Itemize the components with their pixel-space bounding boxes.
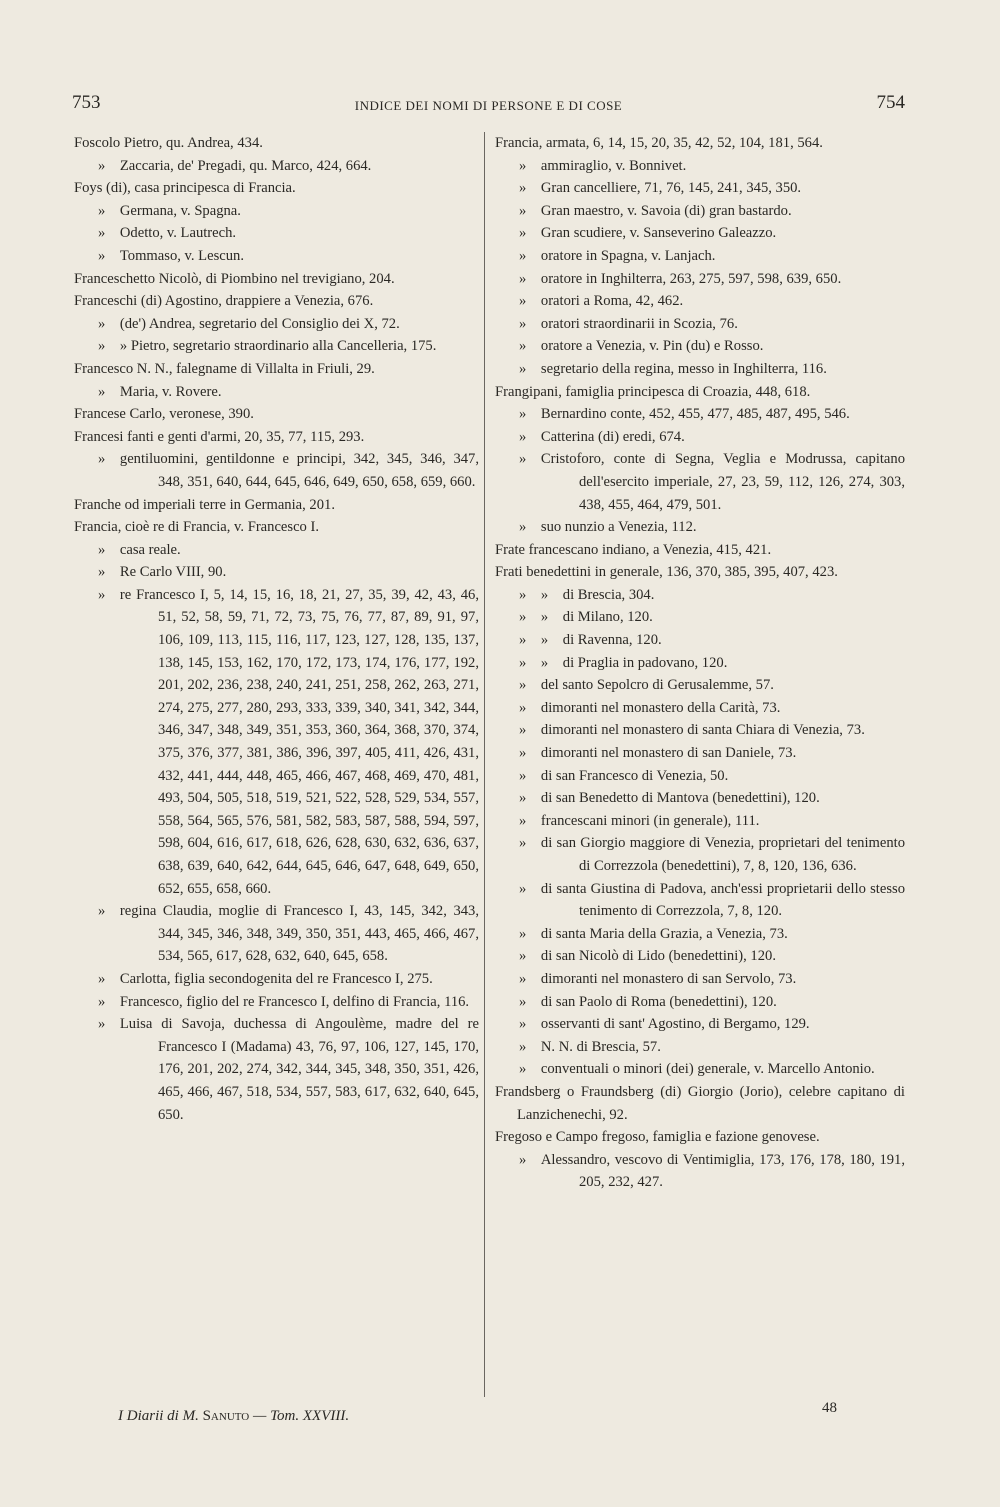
index-entry: » » di Ravenna, 120. [519, 632, 662, 649]
index-entry: » Germana, v. Spagna. [98, 202, 241, 219]
page-number-left: 753 [72, 92, 101, 113]
index-entry: » di santa Giustina di Padova, anch'essi proprietarii dello stesso tenimento di Correzzola, 7, 8, 120. [519, 880, 905, 920]
index-entry: » Carlotta, figlia secondogenita del re Francesco I, 275. [98, 970, 433, 987]
index-entry: » Maria, v. Rovere. [98, 383, 222, 400]
index-entry: » Tommaso, v. Lescun. [98, 247, 244, 264]
index-entry: » francescani minori (in generale), 111. [519, 812, 760, 829]
index-entry: » suo nunzio a Venezia, 112. [519, 519, 697, 536]
index-entry: Foscolo Pietro, qu. Andrea, 434. [74, 135, 263, 151]
index-entry: » regina Claudia, moglie di Francesco I, 43, 145, 342, 343, 344, 345, 346, 348, 349, 350, 351, 443, 465, 466, 467, 534, 565, 617, 628, 632, 640, 645, 658. [98, 903, 479, 965]
index-entry: Francesco N. N., falegname di Villalta in Friuli, 29. [74, 360, 375, 377]
index-entry: » di san Benedetto di Mantova (benedettini), 120. [519, 790, 820, 807]
index-entry: » » di Praglia in padovano, 120. [519, 654, 728, 671]
index-entry: » di san Francesco di Venezia, 50. [519, 767, 729, 784]
index-entry: » Gran cancelliere, 71, 76, 145, 241, 345, 350. [519, 180, 802, 197]
page-title: INDICE DEI NOMI DI PERSONE E DI COSE [354, 98, 623, 113]
footer-signature: 48 [822, 1400, 837, 1416]
index-entry: » Gran maestro, v. Savoia (di) gran bastardo. [519, 202, 792, 219]
index-entry: » oratore a Venezia, v. Pin (du) e Rosso. [519, 338, 764, 355]
index-entry: » osservanti di sant' Agostino, di Bergamo, 129. [519, 1016, 810, 1033]
index-entry: Frate francescano indiano, a Venezia, 415, 421. [495, 541, 772, 558]
index-entry: » re Francesco I, 5, 14, 15, 16, 18, 21, 27, 35, 39, 42, 43, 46, 51, 52, 58, 59, 71, 72, 73, 75, 76, 77, 87, 89, 91, 97, 106, 109, 113, 115, 116, 117, 123, 127, 128, 135, 137, 138, 145, 153, 162, 170, 172, 173, 174, 176, 177, 192, 201, 202, 236, 238, 240, 241, 251, 258, 262, 263, 271, 274, 275, 277, 280, 293, 333, 339, 340, 341, 342, 344, 346, 347, 348, 349, 351, 353, 360, 364, 368, 370, 374, 375, 376, 377, 381, 386, 396, 397, 405, 411, 426, 431, 432, 441, 444, 448, 465, 466, 467, 468, 469, 470, 481, 493, 504, 505, 518, 519, 521, 522, 528, 529, 534, 557, 558, 564, 565, 576, 581, 582, 583, 587, 588, 594, 597, 598, 604, 616, 617, 618, 626, 628, 630, 632, 636, 637, 638, 639, 640, 642, 644, 645, 646, 647, 648, 649, 650, 652, 655, 658, 660. [98, 586, 479, 897]
index-entry: » N. N. di Brescia, 57. [519, 1038, 661, 1055]
index-entry: » gentiluomini, gentildonne e principi, 342, 345, 346, 347, 348, 351, 640, 644, 645, 646, 649, 650, 658, 659, 660. [98, 451, 479, 490]
index-entry: » dimoranti nel monastero di santa Chiara di Venezia, 73. [519, 722, 865, 739]
index-column-right [495, 132, 905, 1194]
index-entry: » di san Paolo di Roma (benedettini), 120. [519, 993, 777, 1010]
index-entry: » di santa Maria della Grazia, a Venezia, 73. [519, 925, 788, 942]
index-entry: » dimoranti nel monastero di san Servolo, 73. [519, 970, 797, 987]
index-entry: » di san Giorgio maggiore di Venezia, proprietari del tenimento di Correzzola (benedettini), 7, 8, 120, 136, 636. [519, 835, 905, 874]
page-number-right: 754 [876, 92, 905, 113]
index-entry: » del santo Sepolcro di Gerusalemme, 57. [519, 677, 774, 694]
index-entry: Franche od imperiali terre in Germania, 201. [74, 496, 335, 513]
index-entry: » di san Nicolò di Lido (benedettini), 120. [519, 948, 776, 965]
index-entry: » » di Brescia, 304. [519, 586, 655, 603]
index-entry: » ammiraglio, v. Bonnivet. [519, 157, 687, 174]
index-entry: Francesi fanti e genti d'armi, 20, 35, 77, 115, 293. [74, 428, 365, 445]
index-entry: » » Pietro, segretario straordinario alla Cancelleria, 175. [98, 338, 437, 355]
page-footer [118, 1400, 837, 1432]
index-entry: » Odetto, v. Lautrech. [98, 225, 237, 242]
index-entry: » Bernardino conte, 452, 455, 477, 485, 487, 495, 546. [519, 406, 850, 423]
index-entry: » Francesco, figlio del re Francesco I, delfino di Francia, 116. [98, 993, 470, 1010]
page-header [72, 92, 905, 122]
index-entry: » casa reale. [98, 541, 181, 558]
index-entry: » dimoranti nel monastero di san Daniele, 73. [519, 745, 797, 762]
index-entry: » Cristoforo, conte di Segna, Veglia e Modrussa, capitano dell'esercito imperiale, 27, 23, 59, 112, 126, 274, 303, 438, 455, 464, 479, 501. [519, 451, 905, 513]
index-entry: » Alessandro, vescovo di Ventimiglia, 173, 176, 178, 180, 191, 205, 232, 427. [519, 1151, 905, 1191]
index-column-left [74, 132, 479, 1126]
column-divider [484, 132, 485, 1397]
index-entry: » (de') Andrea, segretario del Consiglio dei X, 72. [98, 315, 400, 332]
index-entry: Francese Carlo, veronese, 390. [74, 406, 254, 423]
index-entry: Franceschi (di) Agostino, drappiere a Venezia, 676. [74, 293, 374, 310]
index-entry: » Catterina (di) eredi, 674. [519, 428, 685, 445]
index-entry: » dimoranti nel monastero della Carità, 73. [519, 699, 781, 716]
index-entry: » oratori straordinarii in Scozia, 76. [519, 315, 738, 332]
index-entry: Frangipani, famiglia principesca di Croazia, 448, 618. [495, 383, 811, 400]
index-entry: Frati benedettini in generale, 136, 370, 385, 395, 407, 423. [495, 564, 838, 581]
index-entry: Franceschetto Nicolò, di Piombino nel trevigiano, 204. [74, 270, 395, 287]
index-entry: » Zaccaria, de' Pregadi, qu. Marco, 424, 664. [98, 157, 372, 174]
index-entry: » Gran scudiere, v. Sanseverino Galeazzo. [519, 225, 777, 242]
index-entry: » Luisa di Savoja, duchessa di Angoulème, madre del re Francesco I (Madama) 43, 76, 97, 106, 127, 145, 170, 176, 201, 202, 274, 342, 344, 345, 348, 350, 351, 426, 465, 466, 467, 518, 534, 557, 583, 617, 632, 640, 645, 650. [98, 1016, 479, 1123]
index-entry: » conventuali o minori (dei) generale, v. Marcello Antonio. [519, 1061, 875, 1078]
index-entry: » oratore in Inghilterra, 263, 275, 597, 598, 639, 650. [519, 270, 842, 287]
index-entry: Fregoso e Campo fregoso, famiglia e fazione genovese. [495, 1129, 820, 1146]
index-entry: » » di Milano, 120. [519, 609, 653, 626]
index-entry: Frandsberg o Fraundsberg (di) Giorgio (Jorio), celebre capitano di Lanzichenechi, 92. [495, 1083, 905, 1123]
footer-series: I Diarii di M. Sanuto — Tom. XXVIII. [118, 1408, 350, 1424]
index-entry: Francia, armata, 6, 14, 15, 20, 35, 42, 52, 104, 181, 564. [495, 135, 823, 151]
index-entry: » oratore in Spagna, v. Lanjach. [519, 247, 716, 264]
index-entry: » segretario della regina, messo in Inghilterra, 116. [519, 360, 827, 377]
index-entry: » oratori a Roma, 42, 462. [519, 293, 684, 310]
index-entry: Francia, cioè re di Francia, v. Francesco I. [74, 519, 320, 536]
index-entry: Foys (di), casa principesca di Francia. [74, 180, 296, 197]
index-entry: » Re Carlo VIII, 90. [98, 564, 227, 581]
